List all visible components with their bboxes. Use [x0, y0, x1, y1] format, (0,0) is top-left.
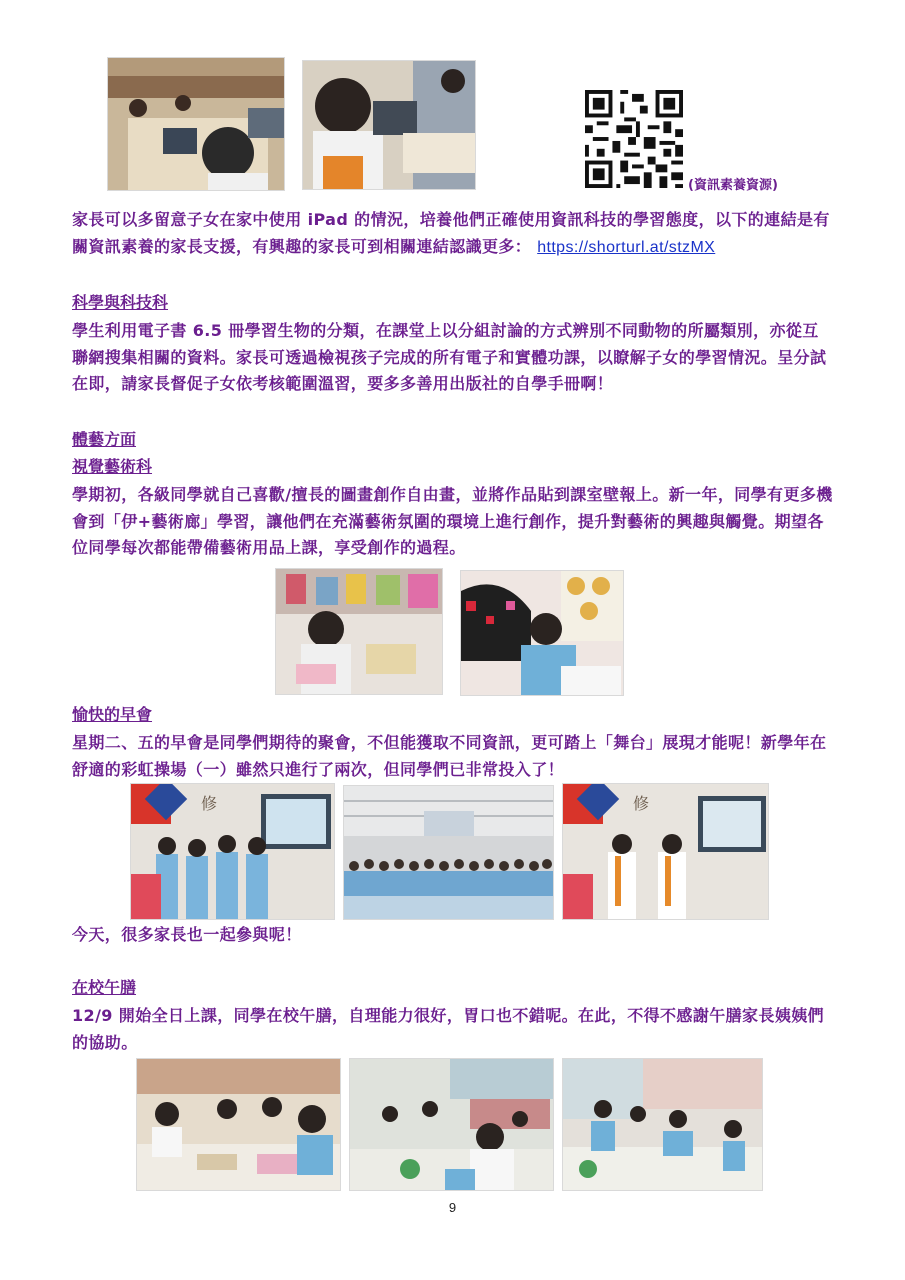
photo-ipad-class-2 — [302, 60, 476, 190]
photo-lunch-3 — [562, 1058, 763, 1191]
photo-art-class-1 — [275, 568, 443, 695]
photo-assembly-2 — [343, 785, 554, 920]
arts-heading: 體藝方面 — [72, 430, 137, 449]
photo-lunch-2 — [349, 1058, 554, 1191]
svg-text:修: 修 — [201, 794, 218, 813]
resource-link[interactable]: https://shorturl.at/stzMX — [537, 238, 716, 256]
photo-art-class-2 — [460, 570, 624, 696]
visual-arts-paragraph: 學期初，各級同學就自己喜歡/擅長的圖畫創作自由畫，並將作品貼到課室壁報上。新一年，同學有更多機會到「伊+藝術廊」學習，讓他們在充滿藝術氛圍的環境上進行創作，提升對藝術的興趣與觸覺。期望各位同學每次都能帶備藝術用品上課，享受創作的過程。 — [72, 485, 833, 557]
visual-arts-heading: 視覺藝術科 — [72, 457, 153, 476]
lunch-heading: 在校午膳 — [72, 978, 137, 997]
qr-code — [585, 90, 683, 188]
qr-caption: (資訊素養資源) — [688, 178, 778, 193]
science-paragraph: 學生利用電子書 6.5 冊學習生物的分類，在課堂上以分組討論的方式辨別不同動物的所屬類別，亦從互聯網搜集相關的資料。家長可透過檢視孩子完成的所有電子和實體功課，以瞭解子女的學習情況。呈分試在即，請家長督促子女依考核範圍溫習，要多多善用出版社的自學手冊啊！ — [72, 321, 827, 393]
assembly-paragraph: 星期二、五的早會是同學們期待的聚會，不但能獲取不同資訊，更可踏上「舞台」展現才能呢！新學年在舒適的彩虹操場（一）雖然只進行了兩次，但同學們已非常投入了！ — [72, 733, 827, 779]
photo-assembly-1 — [130, 783, 335, 920]
assembly-heading: 愉快的早會 — [72, 705, 153, 724]
photo-assembly-3 — [562, 783, 769, 920]
svg-text:修: 修 — [633, 794, 650, 813]
assembly-after-text: 今天，很多家長也一起參與呢！ — [72, 925, 302, 944]
photo-lunch-1 — [136, 1058, 341, 1191]
ipad-text: 家長可以多留意子女在家中使用 iPad 的情況，培養他們正確使用資訊科技的學習態度，以下的連結是有關資訊素養的家長支援，有興趣的家長可到相關連結認識更多： — [72, 210, 830, 256]
page-number: 9 — [448, 1200, 457, 1215]
science-heading: 科學與科技科 — [72, 293, 169, 312]
ipad-paragraph — [72, 207, 834, 261]
photo-ipad-class-1 — [107, 57, 285, 191]
lunch-paragraph: 12/9 開始全日上課，同學在校午膳，自理能力很好，胃口也不錯呢。在此，不得不感謝午膳家長姨姨們的協助。 — [72, 1006, 825, 1052]
